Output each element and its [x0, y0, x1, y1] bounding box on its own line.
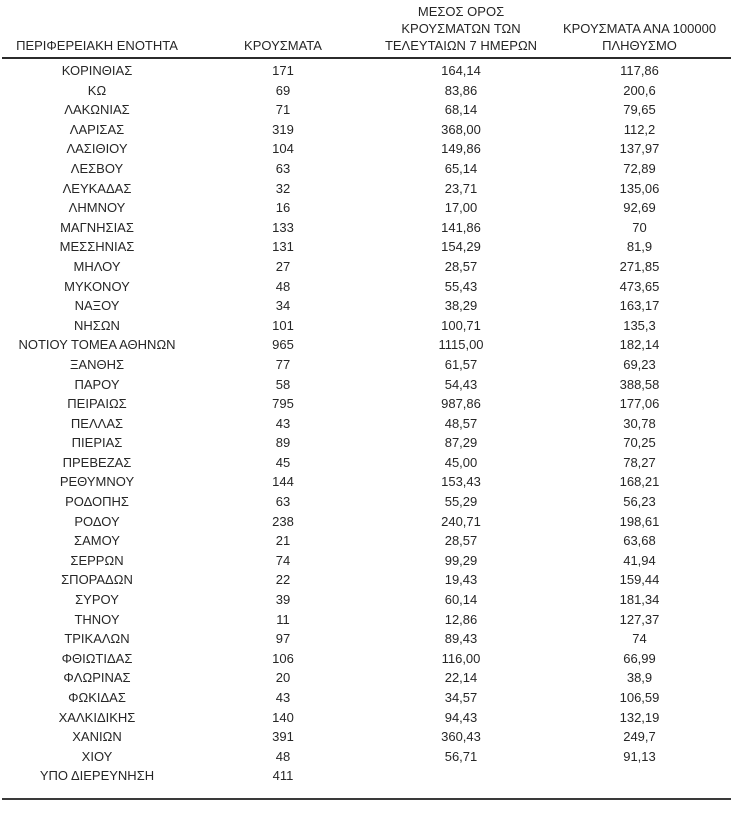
cases-cell: 74 — [275, 552, 291, 568]
cases-cell: 133 — [272, 219, 294, 235]
region-cell: ΜΕΣΣΗΝΙΑΣ — [59, 239, 135, 255]
cases-cell: 32 — [275, 180, 291, 196]
region-cell: ΡΟΔΟΠΗΣ — [65, 494, 129, 510]
header-line: ΤΕΛΕΥΤΑΙΩΝ 7 ΗΜΕΡΩΝ — [384, 38, 538, 53]
region-cell: ΚΟΡΙΝΘΙΑΣ — [61, 63, 133, 78]
table-row — [2, 747, 731, 767]
cases-cell: 391 — [272, 729, 294, 745]
cases-cell: 63 — [275, 160, 291, 176]
cases-cell: 39 — [275, 592, 291, 608]
table-row — [2, 512, 731, 532]
cases-per-100000-cell: 112,2 — [623, 121, 656, 137]
region-cell: ΛΑΡΙΣΑΣ — [69, 121, 125, 137]
region-cell: ΝΗΣΩΝ — [74, 317, 120, 333]
cases-per-100000-cell: 182,14 — [619, 337, 660, 353]
region-cell: ΛΑΚΩΝΙΑΣ — [64, 102, 130, 118]
header-line: ΚΡΟΥΣΜΑΤΩΝ ΤΩΝ — [401, 21, 521, 36]
cases-per-100000-cell: 135,06 — [619, 180, 660, 196]
table-row — [2, 237, 731, 257]
cases-cell: 238 — [272, 513, 294, 529]
header-line: ΠΛΗΘΥΣΜΟ — [602, 38, 677, 53]
cases-per-100000-cell: 69,23 — [623, 356, 656, 372]
cases-per-100000-cell — [548, 766, 731, 786]
cases-per-100000-cell: 78,27 — [623, 454, 656, 470]
table-row — [2, 316, 731, 336]
region-cell: ΧΙΟΥ — [81, 748, 113, 764]
table-row — [2, 179, 731, 199]
cases-cell: 101 — [272, 317, 294, 333]
region-cell: ΠΑΡΟΥ — [74, 376, 120, 392]
cases-cell: 104 — [272, 141, 294, 157]
cases-cell: 965 — [272, 337, 294, 353]
table-row — [2, 453, 731, 473]
cases-cell: 411 — [272, 768, 294, 784]
avg-7-days-cell: 164,14 — [441, 63, 481, 78]
avg-7-days-cell: 48,57 — [444, 415, 478, 431]
header-row — [2, 0, 731, 58]
region-cell: ΜΗΛΟΥ — [73, 258, 121, 274]
avg-7-days-cell: 83,86 — [444, 82, 478, 98]
table-row — [2, 277, 731, 297]
cases-cell: 71 — [275, 102, 291, 118]
header-line: ΜΕΣΟΣ ΟΡΟΣ — [417, 4, 505, 19]
cases-cell: 144 — [272, 474, 294, 490]
cases-per-100000-cell: 74 — [632, 631, 647, 647]
bottom-rule — [2, 798, 731, 800]
cases-per-100000-cell: 159,44 — [619, 572, 660, 588]
cases-per-100000-cell: 79,65 — [623, 102, 656, 118]
column-header-cases — [192, 0, 374, 58]
cases-per-100000-cell: 163,17 — [619, 298, 660, 314]
cases-per-100000-cell: 72,89 — [623, 160, 656, 176]
avg-7-days-cell: 65,14 — [444, 160, 478, 176]
region-cell: ΝΑΞΟΥ — [74, 298, 120, 314]
table-row — [2, 688, 731, 708]
cases-per-100000-cell: 41,94 — [623, 552, 656, 568]
avg-7-days-cell: 360,43 — [441, 729, 481, 745]
region-cell: ΛΑΣΙΘΙΟΥ — [66, 141, 128, 157]
cases-cell: 69 — [275, 82, 291, 98]
table-row — [2, 629, 731, 649]
avg-7-days-cell: 60,14 — [444, 592, 478, 608]
table-row — [2, 414, 731, 434]
cases-per-100000-cell: 117,86 — [620, 63, 659, 78]
table-row — [2, 610, 731, 630]
table-row — [2, 708, 731, 728]
table-row — [2, 590, 731, 610]
region-cell: ΣΕΡΡΩΝ — [70, 552, 124, 568]
cases-cell: 58 — [275, 376, 291, 392]
avg-7-days-cell: 87,29 — [444, 435, 478, 451]
region-cell: ΣΠΟΡΑΔΩΝ — [61, 572, 133, 588]
cases-cell: 319 — [272, 121, 294, 137]
cases-cell: 89 — [275, 435, 291, 451]
cases-per-100000-cell: 388,58 — [619, 376, 660, 392]
table-row — [2, 433, 731, 453]
region-cell: ΦΘΙΩΤΙΔΑΣ — [61, 650, 133, 666]
region-cell: ΧΑΛΚΙΔΙΚΗΣ — [58, 709, 136, 725]
cases-per-100000-cell: 56,23 — [623, 494, 656, 510]
header-line: ΠΕΡΙΦΕΡΕΙΑΚΗ ΕΝΟΤΗΤΑ — [16, 38, 178, 53]
cases-cell: 16 — [275, 200, 291, 216]
cases-per-100000-cell: 91,13 — [623, 748, 656, 764]
table-row — [2, 551, 731, 571]
region-cell: ΤΗΝΟΥ — [74, 611, 120, 627]
table-header — [2, 0, 731, 58]
cases-per-100000-cell: 181,34 — [619, 592, 660, 608]
table-row — [2, 355, 731, 375]
cases-cell: 11 — [276, 611, 290, 627]
cases-cell: 43 — [275, 415, 291, 431]
region-cell: ΜΥΚΟΝΟΥ — [64, 278, 130, 294]
table-row — [2, 570, 731, 590]
avg-7-days-cell: 56,71 — [444, 748, 478, 764]
cases-cell: 63 — [275, 494, 291, 510]
avg-7-days-cell: 28,57 — [444, 258, 478, 274]
region-cell: ΦΩΚΙΔΑΣ — [68, 690, 126, 705]
region-cell: ΛΗΜΝΟΥ — [68, 200, 126, 216]
avg-7-days-cell: 22,14 — [444, 670, 478, 686]
avg-7-days-cell: 19,43 — [444, 572, 478, 588]
region-cell: ΛΕΥΚΑΔΑΣ — [62, 180, 132, 196]
cases-per-100000-cell: 30,78 — [623, 415, 656, 431]
cases-per-100000-cell: 106,59 — [619, 690, 660, 705]
table-row — [2, 139, 731, 159]
cases-cell: 43 — [275, 690, 291, 705]
cases-cell: 131 — [272, 239, 294, 255]
avg-7-days-cell: 240,71 — [441, 513, 481, 529]
cases-per-100000-cell: 473,65 — [619, 278, 660, 294]
cases-cell: 22 — [275, 572, 291, 588]
cases-cell: 34 — [275, 298, 291, 314]
column-header-avg-7-days — [374, 0, 548, 58]
table-row — [2, 120, 731, 140]
table-row — [2, 198, 731, 218]
cases-per-100000-cell: 137,97 — [619, 141, 660, 157]
table-row — [2, 727, 731, 747]
cases-per-100000-cell: 92,69 — [623, 200, 656, 216]
table-row — [2, 296, 731, 316]
cases-cell: 795 — [272, 396, 294, 412]
avg-7-days-cell: 12,86 — [444, 611, 478, 627]
avg-7-days-cell: 368,00 — [441, 121, 481, 137]
cases-cell: 45 — [275, 454, 291, 470]
table-body — [2, 58, 731, 786]
avg-7-days-cell: 54,43 — [444, 376, 478, 392]
table-row — [2, 531, 731, 551]
cases-per-100000-cell: 70 — [632, 219, 647, 235]
table-row — [2, 492, 731, 512]
region-cell: ΜΑΓΝΗΣΙΑΣ — [60, 219, 134, 235]
cases-per-100000-cell: 70,25 — [623, 435, 656, 451]
cases-per-100000-cell: 132,19 — [619, 709, 660, 725]
avg-7-days-cell: 987,86 — [441, 396, 481, 412]
table-row — [2, 375, 731, 395]
avg-7-days-cell: 94,43 — [444, 709, 478, 725]
avg-7-days-cell: 153,43 — [441, 474, 481, 490]
region-cell: ΤΡΙΚΑΛΩΝ — [64, 631, 130, 647]
table-row — [2, 649, 731, 669]
cases-cell: 171 — [272, 63, 294, 78]
table-row — [2, 394, 731, 414]
table-row — [2, 81, 731, 101]
cases-per-100000-cell: 63,68 — [623, 533, 656, 549]
avg-7-days-cell: 116,00 — [441, 650, 481, 666]
cases-cell: 21 — [275, 533, 291, 549]
avg-7-days-cell: 17,00 — [444, 200, 478, 216]
table-row — [2, 58, 731, 81]
avg-7-days-cell: 154,29 — [441, 239, 481, 255]
avg-7-days-cell: 45,00 — [444, 454, 478, 470]
avg-7-days-cell: 38,29 — [444, 298, 478, 314]
region-cell: ΠΕΛΛΑΣ — [70, 415, 124, 431]
cases-per-100000-cell: 81,9 — [626, 239, 653, 255]
table-row — [2, 257, 731, 277]
header-line: ΚΡΟΥΣΜΑΤΑ — [244, 38, 322, 53]
avg-7-days-cell: 89,43 — [444, 631, 478, 647]
avg-7-days-cell — [374, 766, 548, 786]
region-cell: ΧΑΝΙΩΝ — [72, 729, 122, 745]
avg-7-days-cell: 61,57 — [444, 356, 478, 372]
cases-per-100000-cell: 127,37 — [619, 611, 660, 627]
cases-per-100000-cell: 271,85 — [619, 258, 660, 274]
regional-cases-table — [2, 0, 731, 786]
header-line: ΚΡΟΥΣΜΑΤΑ ΑΝΑ 100000 — [562, 21, 717, 36]
cases-cell: 77 — [275, 356, 291, 372]
cases-per-100000-cell: 249,7 — [623, 729, 656, 745]
table-row — [2, 668, 731, 688]
cases-cell: 27 — [275, 258, 291, 274]
table-row — [2, 766, 731, 786]
table-row — [2, 100, 731, 120]
cases-per-100000-cell: 135,3 — [623, 317, 656, 333]
region-cell: ΥΠΟ ΔΙΕΡΕΥΝΗΣΗ — [39, 768, 155, 784]
table-row — [2, 335, 731, 355]
cases-per-100000-cell: 177,06 — [619, 396, 660, 412]
region-cell: ΡΕΘΥΜΝΟΥ — [59, 474, 135, 490]
avg-7-days-cell: 99,29 — [444, 552, 478, 568]
region-cell: ΠΙΕΡΙΑΣ — [71, 435, 123, 451]
avg-7-days-cell: 28,57 — [444, 533, 478, 549]
cases-cell: 97 — [275, 631, 291, 647]
cases-per-100000-cell: 200,6 — [623, 82, 656, 98]
region-cell: ΦΛΩΡΙΝΑΣ — [63, 670, 131, 686]
column-header-cases-per-100000 — [548, 0, 731, 58]
cases-cell: 48 — [275, 748, 291, 764]
region-cell: ΡΟΔΟΥ — [74, 513, 120, 529]
region-cell: ΣΑΜΟΥ — [74, 533, 120, 549]
cases-per-100000-cell: 38,9 — [626, 670, 653, 686]
avg-7-days-cell: 68,14 — [444, 102, 478, 118]
cases-cell: 140 — [272, 709, 294, 725]
avg-7-days-cell: 55,29 — [444, 494, 478, 510]
avg-7-days-cell: 141,86 — [441, 219, 481, 235]
avg-7-days-cell: 55,43 — [444, 278, 478, 294]
avg-7-days-cell: 100,71 — [441, 317, 481, 333]
cases-cell: 48 — [275, 278, 291, 294]
avg-7-days-cell: 1115,00 — [438, 337, 484, 353]
avg-7-days-cell: 34,57 — [444, 690, 478, 705]
avg-7-days-cell: 23,71 — [444, 180, 478, 196]
cases-per-100000-cell: 198,61 — [619, 513, 660, 529]
table-row — [2, 218, 731, 238]
region-cell: ΠΡΕΒΕΖΑΣ — [62, 454, 132, 470]
region-cell: ΠΕΙΡΑΙΩΣ — [67, 396, 127, 412]
cases-per-100000-cell: 168,21 — [619, 474, 660, 490]
region-cell: ΚΩ — [87, 82, 107, 98]
region-cell: ΞΑΝΘΗΣ — [69, 356, 125, 372]
column-header-region — [2, 0, 192, 58]
cases-cell: 106 — [272, 650, 294, 666]
cases-per-100000-cell: 66,99 — [623, 650, 656, 666]
avg-7-days-cell: 149,86 — [441, 141, 481, 157]
region-cell: ΛΕΣΒΟΥ — [70, 160, 124, 176]
region-cell: ΝΟΤΙΟΥ ΤΟΜΕΑ ΑΘΗΝΩΝ — [18, 337, 176, 353]
cases-cell: 20 — [275, 670, 291, 686]
region-cell: ΣΥΡΟΥ — [75, 592, 119, 608]
table-row — [2, 159, 731, 179]
table-row — [2, 472, 731, 492]
